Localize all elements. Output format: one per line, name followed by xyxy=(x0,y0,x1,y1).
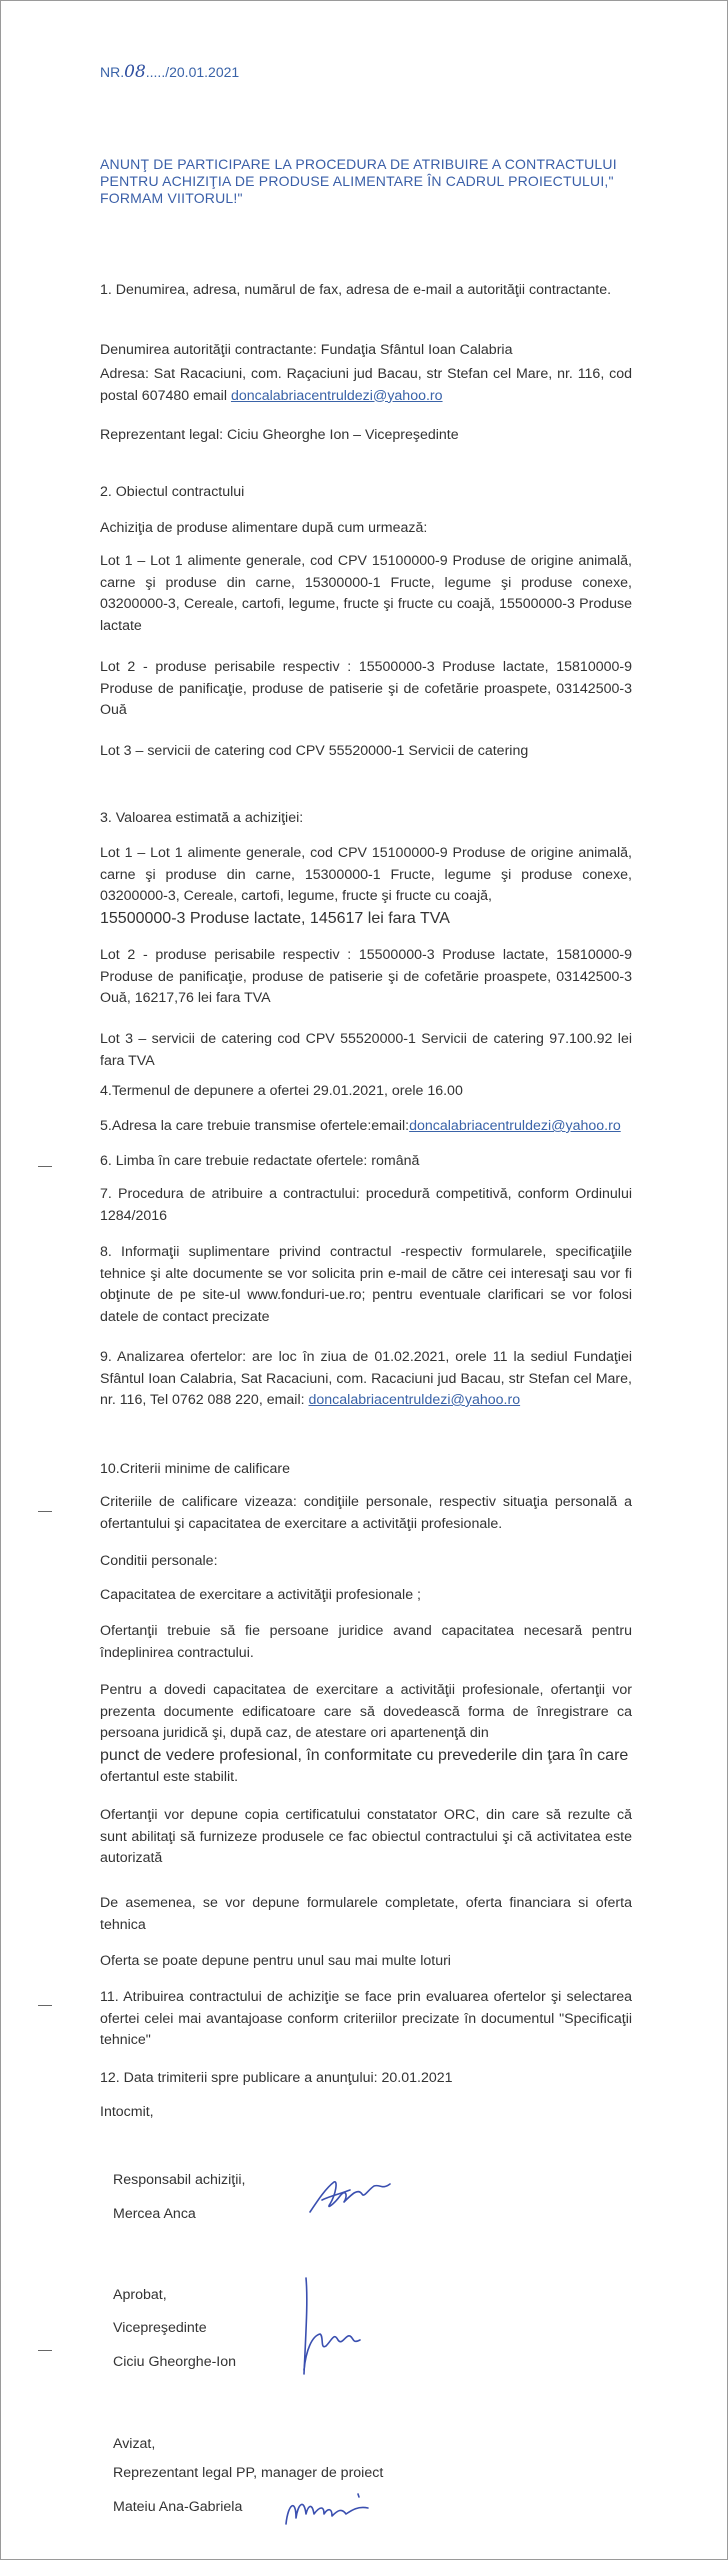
s1-heading: 1. Denumirea, adresa, numărul de fax, adresa de e-mail a autorităţii contractante. xyxy=(100,282,612,298)
sign2-label: Aprobat, xyxy=(113,2287,167,2303)
s5-email-link[interactable]: doncalabriacentruldezi@yahoo.ro xyxy=(409,1118,621,1134)
signature-2-icon xyxy=(290,2270,380,2385)
s3-lot1: Lot 1 – Lot 1 alimente generale, cod CPV 15100000-9 Produse de origine animală, carne şi produse din carne, 15300000-1 Fructe, legume şi produse conexe, 03200000-3, Cereale, cartofi, legume, fructe şi fructe cu coajă, 15500000-3 Produse lactate, 145617 lei fara TVA xyxy=(100,845,632,927)
s10-intro: Criteriile de calificare vizeaza: condiţiile personale, respectiv situaţia personală a ofertantului şi capacitatea de exercitare a activităţii profesionale. xyxy=(100,1494,632,1532)
signature-3-icon xyxy=(272,2484,382,2544)
s1-reprezentant: Reprezentant legal: Ciciu Gheorghe Ion – Vicepreşedinte xyxy=(100,427,459,443)
s3-lot3: Lot 3 – servicii de catering cod CPV 55520000-1 Servicii de catering 97.100.92 lei fara TVA xyxy=(100,1031,632,1069)
margin-mark xyxy=(38,1166,52,1167)
sign2-role: Vicepreşedinte xyxy=(113,2320,207,2336)
sign2-name: Ciciu Gheorghe-Ion xyxy=(113,2354,237,2370)
s2-lot1: Lot 1 – Lot 1 alimente generale, cod CPV 15100000-9 Produse de origine animală, carne şi produse din carne, 15300000-1 Fructe, legume şi produse conexe, 03200000-3, Cereale, cartofi, legume, fructe şi fructe cu coajă, 15500000-3 Produse lactate xyxy=(100,553,632,634)
s10-conditii: Conditii personale: xyxy=(100,1553,218,1569)
s9-email-link[interactable]: doncalabriacentruldezi@yahoo.ro xyxy=(308,1392,521,1408)
s1-adresa: Adresa: Sat Racaciuni, com. Raçaciuni jud Bacau, str Stefan cel Mare, nr. 116, cod postal 607480 email doncalabriacentruldezi@yahoo.ro xyxy=(100,366,632,404)
intocmit-label: Intocmit, xyxy=(100,2104,154,2120)
s12-data: 12. Data trimiterii spre publicare a anunţului: 20.01.2021 xyxy=(100,2070,453,2086)
document-title: ANUNŢ DE PARTICIPARE LA PROCEDURA DE ATRIBUIRE A CONTRACTULUI PENTRU ACHIZIŢIA DE PRODUSE ALIMENTARE ÎN CADRUL PROIECTULUI," FORMAM VIITORUL!" xyxy=(100,156,617,206)
signature-1-icon xyxy=(300,2160,410,2230)
s10-heading: 10.Criterii minime de calificare xyxy=(100,1461,291,1477)
s11-atribuire: 11. Atribuirea contractului de achiziţie se face prin evaluarea ofertelor şi selectarea ofertei celei mai avantajoase conform criteriilor precizate în documentul "Specificaţii tehnice" xyxy=(100,1989,632,2048)
s10-orc: Ofertanţii vor depune copia certificatului constatator ORC, din care să rezulte că sunt abilitaţi să furnizeze produsele ce fac obiectul contractului şi că activitatea este autorizată xyxy=(100,1807,632,1866)
s4-termen: 4.Termenul de depunere a ofertei 29.01.2021, orele 16.00 xyxy=(100,1083,463,1099)
s1-denumire: Denumirea autorităţii contractante: Fundaţia Sfântul Ioan Calabria xyxy=(100,342,513,358)
margin-mark xyxy=(38,1511,52,1512)
s8-informatii: 8. Informaţii suplimentare privind contractul -respectiv formularele, specificaţiile tehnice şi alte documente se vor solicita prin e-mail de către cei interesaţi sau vor fi obţinute de pe site-ul www.fonduri-ue.ro; pentru eventuale clarificari se vor folosi datele de contact precizate xyxy=(100,1244,632,1325)
s5-adresa: 5.Adresa la care trebuie transmise ofertele:email:doncalabriacentruldezi@yahoo.ro xyxy=(100,1118,621,1134)
s10-loturi: Oferta se poate depune pentru unul sau mai multe loturi xyxy=(100,1953,451,1969)
s10-capacitate: Capacitatea de exercitare a activităţii profesionale ; xyxy=(100,1587,421,1603)
s2-lot2: Lot 2 - produse perisabile respectiv : 15500000-3 Produse lactate, 15810000-9 Produse de panificaţie, produse de patiserie şi de cofetărie proaspete, 03142500-3 Ouă xyxy=(100,659,632,718)
margin-mark xyxy=(38,2005,52,2006)
s3-lot2: Lot 2 - produse perisabile respectiv : 15500000-3 Produse lactate, 15810000-9 Produse de panificaţie, produse de patiserie şi de cofetărie proaspete, 03142500-3 Ouă, 16217,76 lei fara TVA xyxy=(100,947,632,1006)
document-number: NR.08...../20.01.2021 xyxy=(100,62,240,82)
margin-mark xyxy=(38,2350,52,2351)
sign1-role: Responsabil achiziţii, xyxy=(113,2172,246,2188)
s10-ofertanti: Ofertanţii trebuie să fie persoane juridice avand capacitatea necesară pentru îndeplinirea contractului. xyxy=(100,1623,632,1661)
s1-email-link[interactable]: doncalabriacentruldezi@yahoo.ro xyxy=(230,387,443,404)
sign3-name: Mateiu Ana-Gabriela xyxy=(113,2499,243,2515)
sign1-name: Mercea Anca xyxy=(113,2206,196,2222)
sign3-label: Avizat, xyxy=(113,2436,156,2452)
s10-formulare: De asemenea, se vor depune formularele completate, oferta financiara si oferta tehnica xyxy=(100,1895,632,1933)
s7-procedura: 7. Procedura de atribuire a contractului: procedură competitivă, conform Ordinului 1284/2016 xyxy=(100,1186,632,1224)
s2-heading: 2. Obiectul contractului xyxy=(100,484,245,500)
handwritten-number: 08 xyxy=(124,62,146,82)
s10-dovada: Pentru a dovedi capacitatea de exercitare a activităţii profesionale, ofertanţii vor prezenta documente edificatoare care să dovedească forma de înregistrare ca persoana juridică şi, după caz, de atestare ori apartenenţă din punct de vedere profesional, în conformitate cu prevederile din ţara în care ofertantul este stabilit. xyxy=(100,1682,632,1785)
s2-intro: Achiziţia de produse alimentare după cum urmează: xyxy=(100,520,428,536)
sign3-role: Reprezentant legal PP, manager de proiect xyxy=(113,2465,384,2481)
s3-heading: 3. Valoarea estimată a achiziţiei: xyxy=(100,810,304,826)
s9-analizare: 9. Analizarea ofertelor: are loc în ziua de 01.02.2021, orele 11 la sediul Fundaţiei Sfântul Ioan Calabria, Sat Racaciuni, com. Racaciuni jud Bacau, str Stefan cel Mare, nr. 116, Tel 0762 088 220, email: doncalabriacentruldezi@yahoo.ro xyxy=(100,1349,632,1408)
s2-lot3: Lot 3 – servicii de catering cod CPV 55520000-1 Servicii de catering xyxy=(100,743,529,759)
s6-limba: 6. Limba în care trebuie redactate ofertele: română xyxy=(100,1153,420,1169)
